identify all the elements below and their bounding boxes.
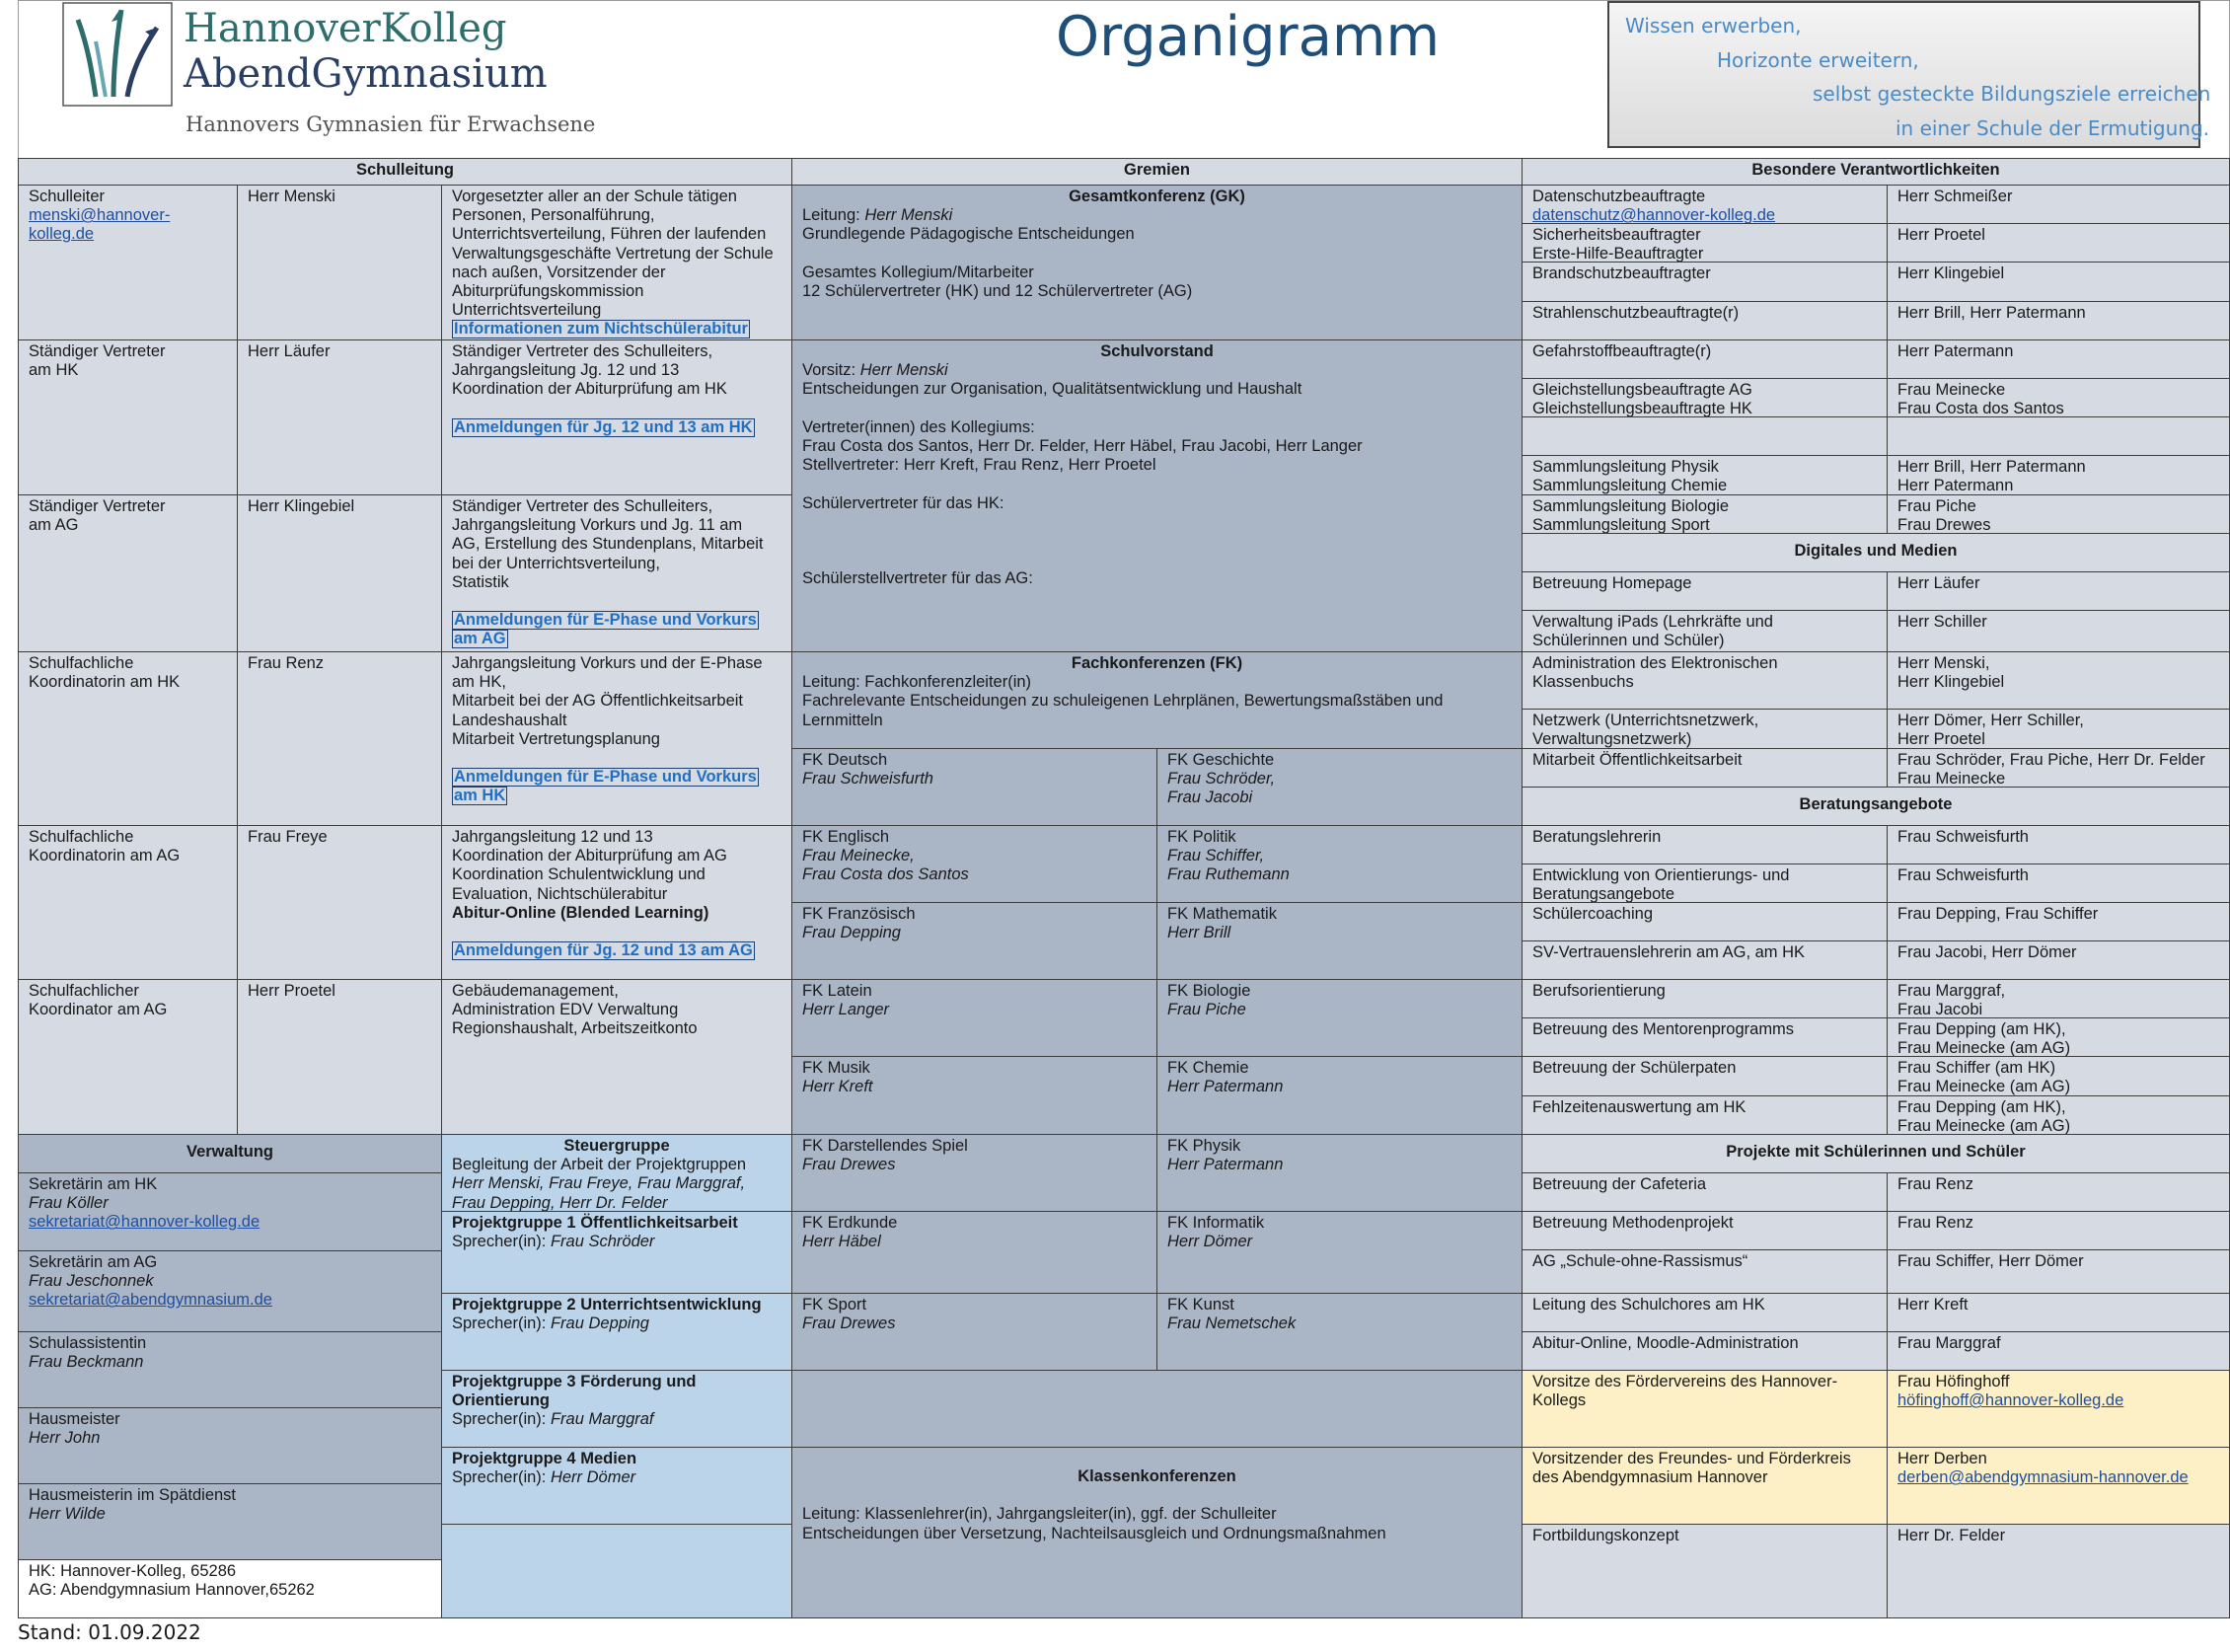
projektgruppe: Projektgruppe 3 Förderung und Orientierung Sprecher(in): Frau Marggraf <box>441 1370 792 1448</box>
responsibility-label: Brandschutzbeauftragter <box>1522 262 1888 302</box>
responsibility-label: Betreuung Homepage <box>1522 571 1888 611</box>
name-cell: Herr Menski <box>237 185 442 340</box>
responsibility-label: AG „Schule-ohne-Rassismus“ <box>1522 1249 1888 1294</box>
responsibility-label: Berufsorientierung <box>1522 979 1888 1018</box>
role-cell: Schulleiter menski@hannover- kolleg.de <box>18 185 238 340</box>
responsibility-person: Frau Renz <box>1887 1211 2230 1250</box>
desc-cell: Gebäudemanagement, Administration EDV Verwaltung Regionshaushalt, Arbeitszeitkonto <box>441 979 792 1135</box>
motto-line: Wissen erwerben, <box>1625 14 1802 38</box>
verwaltung-item: Hausmeister Herr John <box>18 1407 442 1484</box>
role-cell: Schulfachliche Koordinatorin am HK <box>18 651 238 826</box>
verwaltung-item: Sekretärin am HK Frau Köller sekretariat@hannover-kolleg.de <box>18 1172 442 1251</box>
fk-cell: FK Englisch Frau Meinecke, Frau Costa dos Santos <box>791 825 1157 903</box>
fk-cell: FK Biologie Frau Piche <box>1156 979 1523 1057</box>
stand-date: Stand: 01.09.2022 <box>18 1620 201 1644</box>
responsibility-person: Frau Depping (am HK), Frau Meinecke (am AG) <box>1887 1095 2230 1135</box>
email-link[interactable]: derben@abendgymnasium-hannover.de <box>1897 1468 2189 1487</box>
role-cell: Schulfachlicher Koordinator am AG <box>18 979 238 1135</box>
email-link[interactable]: menski@hannover- kolleg.de <box>29 206 171 244</box>
role-cell: Ständiger Vertreter am HK <box>18 339 238 495</box>
role-cell: Schulfachliche Koordinatorin am AG <box>18 825 238 980</box>
desc-cell: Jahrgangsleitung 12 und 13 Koordination der Abiturprüfung am AG Koordination Schulentwicklung und Evaluation, Nichtschülerabitur Abitur-Online (Blended Learning) Anmeldungen für Jg. 12 und 13 am AG <box>441 825 792 980</box>
nichtschuelerabitur-link[interactable]: Informationen zum Nichtschülerabitur <box>454 320 748 338</box>
email-link[interactable]: sekretariat@abendgymnasium.de <box>29 1291 272 1310</box>
section-verwaltung: Verwaltung <box>18 1134 442 1173</box>
responsibility-person: Herr Dr. Felder <box>1887 1524 2230 1618</box>
fk-cell: FK Mathematik Herr Brill <box>1156 902 1523 980</box>
responsibility-label: Fehlzeitenauswertung am HK <box>1522 1095 1888 1135</box>
responsibility-person: Frau Depping (am HK), Frau Meinecke (am AG) <box>1887 1017 2230 1057</box>
fachkonferenzen: Fachkonferenzen (FK) Leitung: Fachkonferenzleiter(in) Fachrelevante Entscheidungen zu schuleigenen Lehrplänen, Bewertungsmaßstäben und Lernmitteln <box>791 651 1523 749</box>
name-cell: Herr Proetel <box>237 979 442 1135</box>
responsibility-label: Schülercoaching <box>1522 902 1888 941</box>
responsibility-person: Herr Klingebiel <box>1887 262 2230 302</box>
responsibility-person: Frau Renz <box>1887 1172 2230 1212</box>
motto-box <box>1607 1 2211 148</box>
section-header: Beratungsangebote <box>1522 787 2230 826</box>
responsibility-person: Frau Höfinghoff höfinghoff@hannover-kolleg.de <box>1887 1370 2230 1448</box>
motto-line: in einer Schule der Ermutigung. <box>1896 115 2210 140</box>
projektgruppe: Projektgruppe 1 Öffentlichkeitsarbeit Sprecher(in): Frau Schröder <box>441 1211 792 1294</box>
steuergruppe: Steuergruppe Begleitung der Arbeit der Projektgruppen Herr Menski, Frau Freye, Frau Marggraf, Frau Depping, Herr Dr. Felder <box>441 1134 792 1212</box>
name-cell: Herr Läufer <box>237 339 442 495</box>
responsibility-person: Frau Marggraf, Frau Jacobi <box>1887 979 2230 1018</box>
name-cell: Frau Freye <box>237 825 442 980</box>
responsibility-label: Betreuung der Cafeteria <box>1522 1172 1888 1212</box>
school-logo-icon <box>62 2 173 107</box>
responsibility-person: Frau Marggraf <box>1887 1331 2230 1371</box>
klassenkonferenzen: Klassenkonferenzen Leitung: Klassenlehrer(in), Jahrgangsleiter(in), ggf. der Schulleiter Entscheidungen über Versetzung, Nachteilsausgleich und Ordnungsmaßnahmen <box>791 1447 1523 1618</box>
verwaltung-item: Hausmeisterin im Spätdienst Herr Wilde <box>18 1483 442 1560</box>
responsibility-person: Frau Depping, Frau Schiffer <box>1887 902 2230 941</box>
responsibility-label: Sammlungsleitung Physik Sammlungsleitung Chemie <box>1522 455 1888 495</box>
desc-cell: Jahrgangsleitung Vorkurs und der E-Phase am HK, Mitarbeit bei der AG Öffentlichkeitsarbeit Landeshaushalt Mitarbeit Vertretungsplanung Anmeldungen für E-Phase und Vorkurs am HK <box>441 651 792 826</box>
projektgruppe: Projektgruppe 2 Unterrichtsentwicklung Sprecher(in): Frau Depping <box>441 1293 792 1371</box>
schulvorstand: Schulvorstand Vorsitz: Herr Menski Entscheidungen zur Organisation, Qualitätsentwicklung und Haushalt Vertreter(innen) des Kollegiums: Frau Costa dos Santos, Herr Dr. Felder, Herr Häbel, Frau Jacobi, Herr Langer Stellvertreter: Herr Kreft, Frau Renz, Herr Proetel Schülervertreter für das HK: Schülerstellvertreter für das AG: <box>791 339 1523 652</box>
anmeldung-ephase-hk-link[interactable]: Anmeldungen für E-Phase und Vorkurs am HK <box>454 768 757 805</box>
responsibility-person: Frau Meinecke Frau Costa dos Santos <box>1887 378 2230 417</box>
responsibility-label: Leitung des Schulchores am HK <box>1522 1293 1888 1332</box>
anmeldung-ephase-ag-link[interactable]: Anmeldungen für E-Phase und Vorkurs am AG <box>454 611 757 648</box>
logo-line2: AbendGymnasium <box>184 51 548 97</box>
page-title: Organigramm <box>1056 5 1441 69</box>
responsibility-person: Frau Schiffer (am HK) Frau Meinecke (am AG) <box>1887 1056 2230 1096</box>
responsibility-person: Herr Patermann <box>1887 339 2230 379</box>
responsibility-label: Vorsitzender des Freundes- und Förderkreis des Abendgymnasium Hannover <box>1522 1447 1888 1525</box>
section-schulleitung: Schulleitung <box>18 158 792 186</box>
fk-cell: FK Erdkunde Herr Häbel <box>791 1211 1157 1294</box>
responsibility-person: Herr Brill, Herr Patermann <box>1887 301 2230 340</box>
fk-cell: FK Politik Frau Schiffer, Frau Ruthemann <box>1156 825 1523 903</box>
gesamtkonferenz: Gesamtkonferenz (GK) Leitung: Herr Menski Grundlegende Pädagogische Entscheidungen Gesamtes Kollegium/Mitarbeiter 12 Schülervertreter (HK) und 12 Schülervertreter (AG) <box>791 185 1523 340</box>
responsibility-label: Betreuung des Mentorenprogramms <box>1522 1017 1888 1057</box>
responsibility-person: Herr Proetel <box>1887 223 2230 263</box>
responsibility-person: Herr Kreft <box>1887 1293 2230 1332</box>
responsibility-person: Herr Schmeißer <box>1887 185 2230 224</box>
responsibility-label: Administration des Elektronischen Klassenbuchs <box>1522 651 1888 710</box>
name-cell: Herr Klingebiel <box>237 494 442 652</box>
motto-line: selbst gesteckte Bildungsziele erreichen <box>1813 82 2211 106</box>
responsibility-person: Herr Derben derben@abendgymnasium-hannover.de <box>1887 1447 2230 1525</box>
responsibility-person: Frau Schiffer, Herr Dömer <box>1887 1249 2230 1294</box>
anmeldung-ag-link[interactable]: Anmeldungen für Jg. 12 und 13 am AG <box>454 941 753 960</box>
email-link[interactable]: höfinghoff@hannover-kolleg.de <box>1897 1391 2124 1410</box>
responsibility-label: Abitur-Online, Moodle-Administration <box>1522 1331 1888 1371</box>
responsibility-label: Sicherheitsbeauftragter Erste-Hilfe-Beauftragter <box>1522 223 1888 263</box>
responsibility-label: Betreuung der Schülerpaten <box>1522 1056 1888 1096</box>
verwaltung-item: Sekretärin am AG Frau Jeschonnek sekretariat@abendgymnasium.de <box>18 1250 442 1332</box>
responsibility-person: Frau Schweisfurth <box>1887 864 2230 903</box>
responsibility-label: Vorsitze des Fördervereins des Hannover- Kollegs <box>1522 1370 1888 1448</box>
fk-cell: FK Geschichte Frau Schröder, Frau Jacobi <box>1156 748 1523 826</box>
responsibility-label <box>1522 416 1888 456</box>
fk-cell: FK Darstellendes Spiel Frau Drewes <box>791 1134 1157 1212</box>
responsibility-label: Mitarbeit Öffentlichkeitsarbeit <box>1522 748 1888 788</box>
responsibility-person: Frau Schröder, Frau Piche, Herr Dr. Felder Frau Meinecke <box>1887 748 2230 788</box>
logo-tagline: Hannovers Gymnasien für Erwachsene <box>186 113 596 136</box>
fk-cell: FK Chemie Herr Patermann <box>1156 1056 1523 1135</box>
logo-line1: HannoverKolleg <box>184 6 507 51</box>
responsibility-person: Frau Piche Frau Drewes <box>1887 494 2230 534</box>
steuer-empty <box>441 1524 792 1618</box>
fk-cell: FK Kunst Frau Nemetschek <box>1156 1293 1523 1371</box>
responsibility-person: Frau Jacobi, Herr Dömer <box>1887 940 2230 980</box>
fk-cell: FK Französisch Frau Depping <box>791 902 1157 980</box>
school-codes: HK: Hannover-Kolleg, 65286 AG: Abendgymnasium Hannover,65262 <box>18 1559 442 1618</box>
responsibility-person: Herr Dömer, Herr Schiller, Herr Proetel <box>1887 709 2230 749</box>
email-link[interactable]: datenschutz@hannover-kolleg.de <box>1532 206 1776 224</box>
responsibility-label: Verwaltung iPads (Lehrkräfte und Schülerinnen und Schüler) <box>1522 610 1888 652</box>
name-cell: Frau Renz <box>237 651 442 826</box>
fk-cell: FK Physik Herr Patermann <box>1156 1134 1523 1212</box>
responsibility-person: Herr Läufer <box>1887 571 2230 611</box>
fk-cell: FK Sport Frau Drewes <box>791 1293 1157 1371</box>
responsibility-label: Beratungslehrerin <box>1522 825 1888 864</box>
fk-cell: FK Deutsch Frau Schweisfurth <box>791 748 1157 826</box>
fk-cell: FK Latein Herr Langer <box>791 979 1157 1057</box>
motto-line: Horizonte erweitern, <box>1717 47 1919 72</box>
responsibility-person: Frau Schweisfurth <box>1887 825 2230 864</box>
role-cell: Ständiger Vertreter am AG <box>18 494 238 652</box>
gremien-empty <box>791 1370 1523 1448</box>
responsibility-person: Herr Brill, Herr Patermann Herr Patermann <box>1887 455 2230 495</box>
responsibility-label: Netzwerk (Unterrichtsnetzwerk, Verwaltungsnetzwerk) <box>1522 709 1888 749</box>
desc-cell: Ständiger Vertreter des Schulleiters, Jahrgangsleitung Jg. 12 und 13 Koordination der Abiturprüfung am HK Anmeldungen für Jg. 12 und 13 am HK <box>441 339 792 495</box>
responsibility-person: Herr Schiller <box>1887 610 2230 652</box>
fk-cell: FK Musik Herr Kreft <box>791 1056 1157 1135</box>
responsibility-label: Entwicklung von Orientierungs- und Beratungsangebote <box>1522 864 1888 903</box>
responsibility-label: Sammlungsleitung Biologie Sammlungsleitung Sport <box>1522 494 1888 534</box>
section-header: Projekte mit Schülerinnen und Schüler <box>1522 1134 2230 1173</box>
fk-cell: FK Informatik Herr Dömer <box>1156 1211 1523 1294</box>
anmeldung-hk-link[interactable]: Anmeldungen für Jg. 12 und 13 am HK <box>454 417 753 436</box>
projektgruppe: Projektgruppe 4 Medien Sprecher(in): Herr Dömer <box>441 1447 792 1525</box>
section-header: Digitales und Medien <box>1522 533 2230 572</box>
responsibility-label: Datenschutzbeauftragte datenschutz@hannover-kolleg.de <box>1522 185 1888 224</box>
email-link[interactable]: sekretariat@hannover-kolleg.de <box>29 1213 260 1232</box>
section-gremien: Gremien <box>791 158 1523 186</box>
responsibility-label: Gleichstellungsbeauftragte AG Gleichstellungsbeauftragte HK <box>1522 378 1888 417</box>
verwaltung-item: Schulassistentin Frau Beckmann <box>18 1331 442 1408</box>
responsibility-label: SV-Vertrauenslehrerin am AG, am HK <box>1522 940 1888 980</box>
responsibility-label: Fortbildungskonzept <box>1522 1524 1888 1618</box>
responsibility-label: Gefahrstoffbeauftragte(r) <box>1522 339 1888 379</box>
responsibility-label: Strahlenschutzbeauftragte(r) <box>1522 301 1888 340</box>
desc-cell: Ständiger Vertreter des Schulleiters, Jahrgangsleitung Vorkurs und Jg. 11 am AG, Erstellung des Stundenplans, Mitarbeit bei der Unterrichtsverteilung, Statistik Anmeldungen für E-Phase und Vorkurs am AG <box>441 494 792 652</box>
responsibility-label: Betreuung Methodenprojekt <box>1522 1211 1888 1250</box>
responsibility-person <box>1887 416 2230 456</box>
section-besondere: Besondere Verantwortlichkeiten <box>1522 158 2230 186</box>
desc-cell: Vorgesetzter aller an der Schule tätigen Personen, Personalführung, Unterrichtsverteilung, Führen der laufenden Verwaltungsgeschäfte Vertretung der Schule nach außen, Vorsitzender der Abiturprüfungskommission Unterrichtsverteilung Informationen zum Nichtschülerabitur <box>441 185 792 340</box>
responsibility-person: Herr Menski, Herr Klingebiel <box>1887 651 2230 710</box>
